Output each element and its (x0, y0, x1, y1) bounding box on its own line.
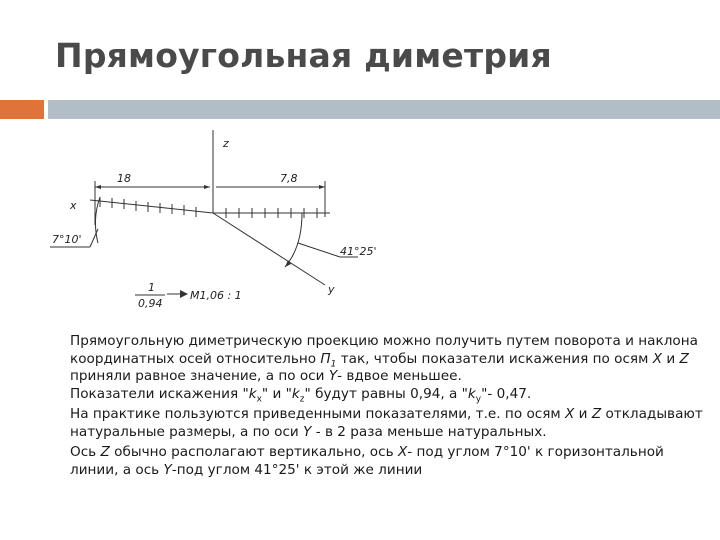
angle-label-right: 41°25' (340, 245, 377, 258)
ratio-denominator: 0,94 (138, 297, 163, 310)
dimetric-axes-diagram (40, 125, 377, 310)
angle-label-left: 7°10' (52, 233, 82, 246)
axis-y-label: y (328, 283, 335, 296)
x-axis-line (90, 200, 213, 213)
paragraph-2: На практике пользуются приведенными показателями, т.е. по осям X и Z откладывают натуральные размеры, а по оси Y - в 2 раза меньше натуральных. (70, 406, 703, 440)
accent-bar (48, 100, 720, 119)
slide-title: Прямоугольная диметрия (55, 36, 552, 75)
angle-arc-left (95, 197, 100, 243)
angle-arc-right (285, 213, 302, 267)
scale-label: M1,06 : 1 (190, 289, 242, 302)
accent-square (0, 100, 44, 119)
axis-z-label: z (223, 137, 229, 150)
dimension-label-left: 18 (117, 172, 131, 185)
paragraph-3: Ось Z обычно располагают вертикально, ось X- под углом 7°10' к горизонтальной линии, а ось Y-под углом 41°25' к этой же линии (70, 444, 664, 478)
x-axis-ticks (100, 197, 196, 217)
ratio-numerator: 1 (148, 281, 155, 294)
axis-x-label: x (70, 199, 77, 212)
dimension-label-right: 7,8 (280, 172, 298, 185)
body-text (70, 333, 710, 482)
paragraph-1: Прямоугольную диметрическую проекцию можно получить путем поворота и наклона координатных осей относительно $П_1$ так, чтобы показатели искажения по осям X и Z приняли равное значение, а по оси Y- вдвое меньшее. Показатели искажения "$k_x$" и "$k_z$" будут равны 0,94, а "$k_y"-$ 0,47. (70, 333, 698, 405)
y-axis-line (213, 213, 325, 285)
